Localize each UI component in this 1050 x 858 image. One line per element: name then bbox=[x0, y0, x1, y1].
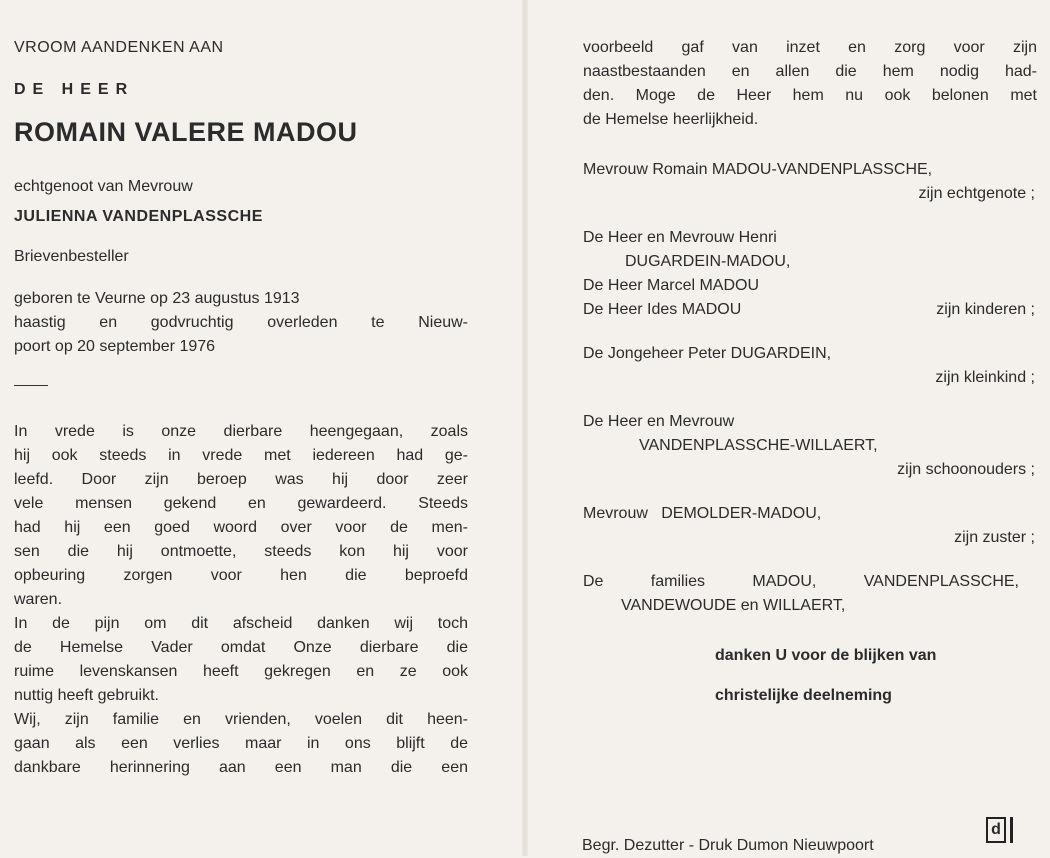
printer-credit: Begr. Dezutter - Druk Dumon Nieuwpoort bbox=[582, 837, 874, 854]
child-2: De Heer Marcel MADOU bbox=[583, 277, 760, 294]
children-relation: zijn kinderen ; bbox=[936, 301, 1035, 318]
inlaws-a: De Heer en Mevrouw bbox=[583, 413, 735, 430]
families-b: VANDEWOUDE en WILLAERT, bbox=[621, 597, 846, 614]
families-a: De families MADOU, VANDENPLASSCHE, bbox=[583, 573, 1019, 590]
child-1a: De Heer en Mevrouw Henri bbox=[583, 229, 777, 246]
printer-logo-bar bbox=[1010, 817, 1013, 843]
sister-name: Mevrouw DEMOLDER-MADOU, bbox=[583, 505, 822, 522]
heading: VROOM AANDENKEN AAN bbox=[14, 39, 224, 56]
text-line: den. Moge de Heer hem nu ook belonen met bbox=[583, 87, 1037, 104]
thanks-line-2: christelijke deelneming bbox=[715, 687, 892, 704]
memorial-text bbox=[14, 420, 525, 780]
text-line: nuttig heeft gebruikt. bbox=[14, 687, 159, 704]
text-line: In de pijn om dit afscheid danken wij toch bbox=[14, 615, 468, 632]
child-1b: DUGARDEIN-MADOU, bbox=[625, 253, 791, 270]
text-line: de Hemelse heerlijkheid. bbox=[583, 111, 759, 128]
text-line: de Hemelse Vader omdat Onze dierbare die bbox=[14, 639, 468, 656]
deceased-name: ROMAIN VALERE MADOU bbox=[14, 117, 358, 147]
thanks-line-1: danken U voor de blijken van bbox=[715, 647, 937, 664]
child-3: De Heer Ides MADOU bbox=[583, 301, 742, 318]
text-line: vele mensen gekend en gewardeerd. Steeds bbox=[14, 495, 468, 512]
left-page bbox=[0, 0, 525, 856]
spouse-intro: echtgenoot van Mevrouw bbox=[14, 178, 193, 195]
text-line: waren. bbox=[14, 591, 63, 608]
text-line: gaan als een verlies maar in ons blijft de bbox=[14, 735, 468, 752]
text-line: sen die hij ontmoette, steeds kon hij voor bbox=[14, 543, 468, 560]
text-line: opbeuring zorgen voor hen die beproefd bbox=[14, 567, 468, 584]
text-line: hij ook steeds in vrede met iedereen had ge- bbox=[14, 447, 468, 464]
printer-logo-icon: d bbox=[986, 817, 1006, 843]
grandchild-name: De Jongeheer Peter DUGARDEIN, bbox=[583, 345, 832, 362]
death-line-1: haastig en godvruchtig overleden te Nieuw- bbox=[14, 314, 468, 331]
inlaws-b: VANDENPLASSCHE-WILLAERT, bbox=[639, 437, 878, 454]
widow-name: Mevrouw Romain MADOU-VANDENPLASSCHE, bbox=[583, 161, 933, 178]
text-line: leefd. Door zijn beroep was hij door zeer bbox=[14, 471, 468, 488]
grandchild-relation: zijn kleinkind ; bbox=[935, 369, 1035, 386]
text-line: ruime levenskansen heeft gekregen en ze ook bbox=[14, 663, 468, 680]
text-line: voorbeeld gaf van inzet en zorg voor zijn bbox=[583, 39, 1037, 56]
birth-line: geboren te Veurne op 23 augustus 1913 bbox=[14, 290, 300, 307]
right-page bbox=[525, 0, 1050, 856]
inlaws-relation: zijn schoonouders ; bbox=[897, 461, 1035, 478]
text-line: dankbare herinnering aan een man die een bbox=[14, 759, 468, 776]
text-line: Wij, zijn familie en vrienden, voelen dit heen- bbox=[14, 711, 468, 728]
text-line: naastbestaanden en allen die hem nodig had- bbox=[583, 63, 1037, 80]
sister-relation: zijn zuster ; bbox=[954, 529, 1035, 546]
widow-relation: zijn echtgenote ; bbox=[918, 185, 1035, 202]
text-line: In vrede is onze dierbare heengegaan, zoals bbox=[14, 423, 468, 440]
profession: Brievenbesteller bbox=[14, 248, 129, 265]
title: DE HEER bbox=[14, 81, 135, 98]
spouse-name: JULIENNA VANDENPLASSCHE bbox=[14, 208, 263, 225]
text-line: had hij een goed woord over voor de men- bbox=[14, 519, 468, 536]
separator-dash bbox=[14, 385, 48, 386]
death-line-2: poort op 20 september 1976 bbox=[14, 338, 216, 355]
